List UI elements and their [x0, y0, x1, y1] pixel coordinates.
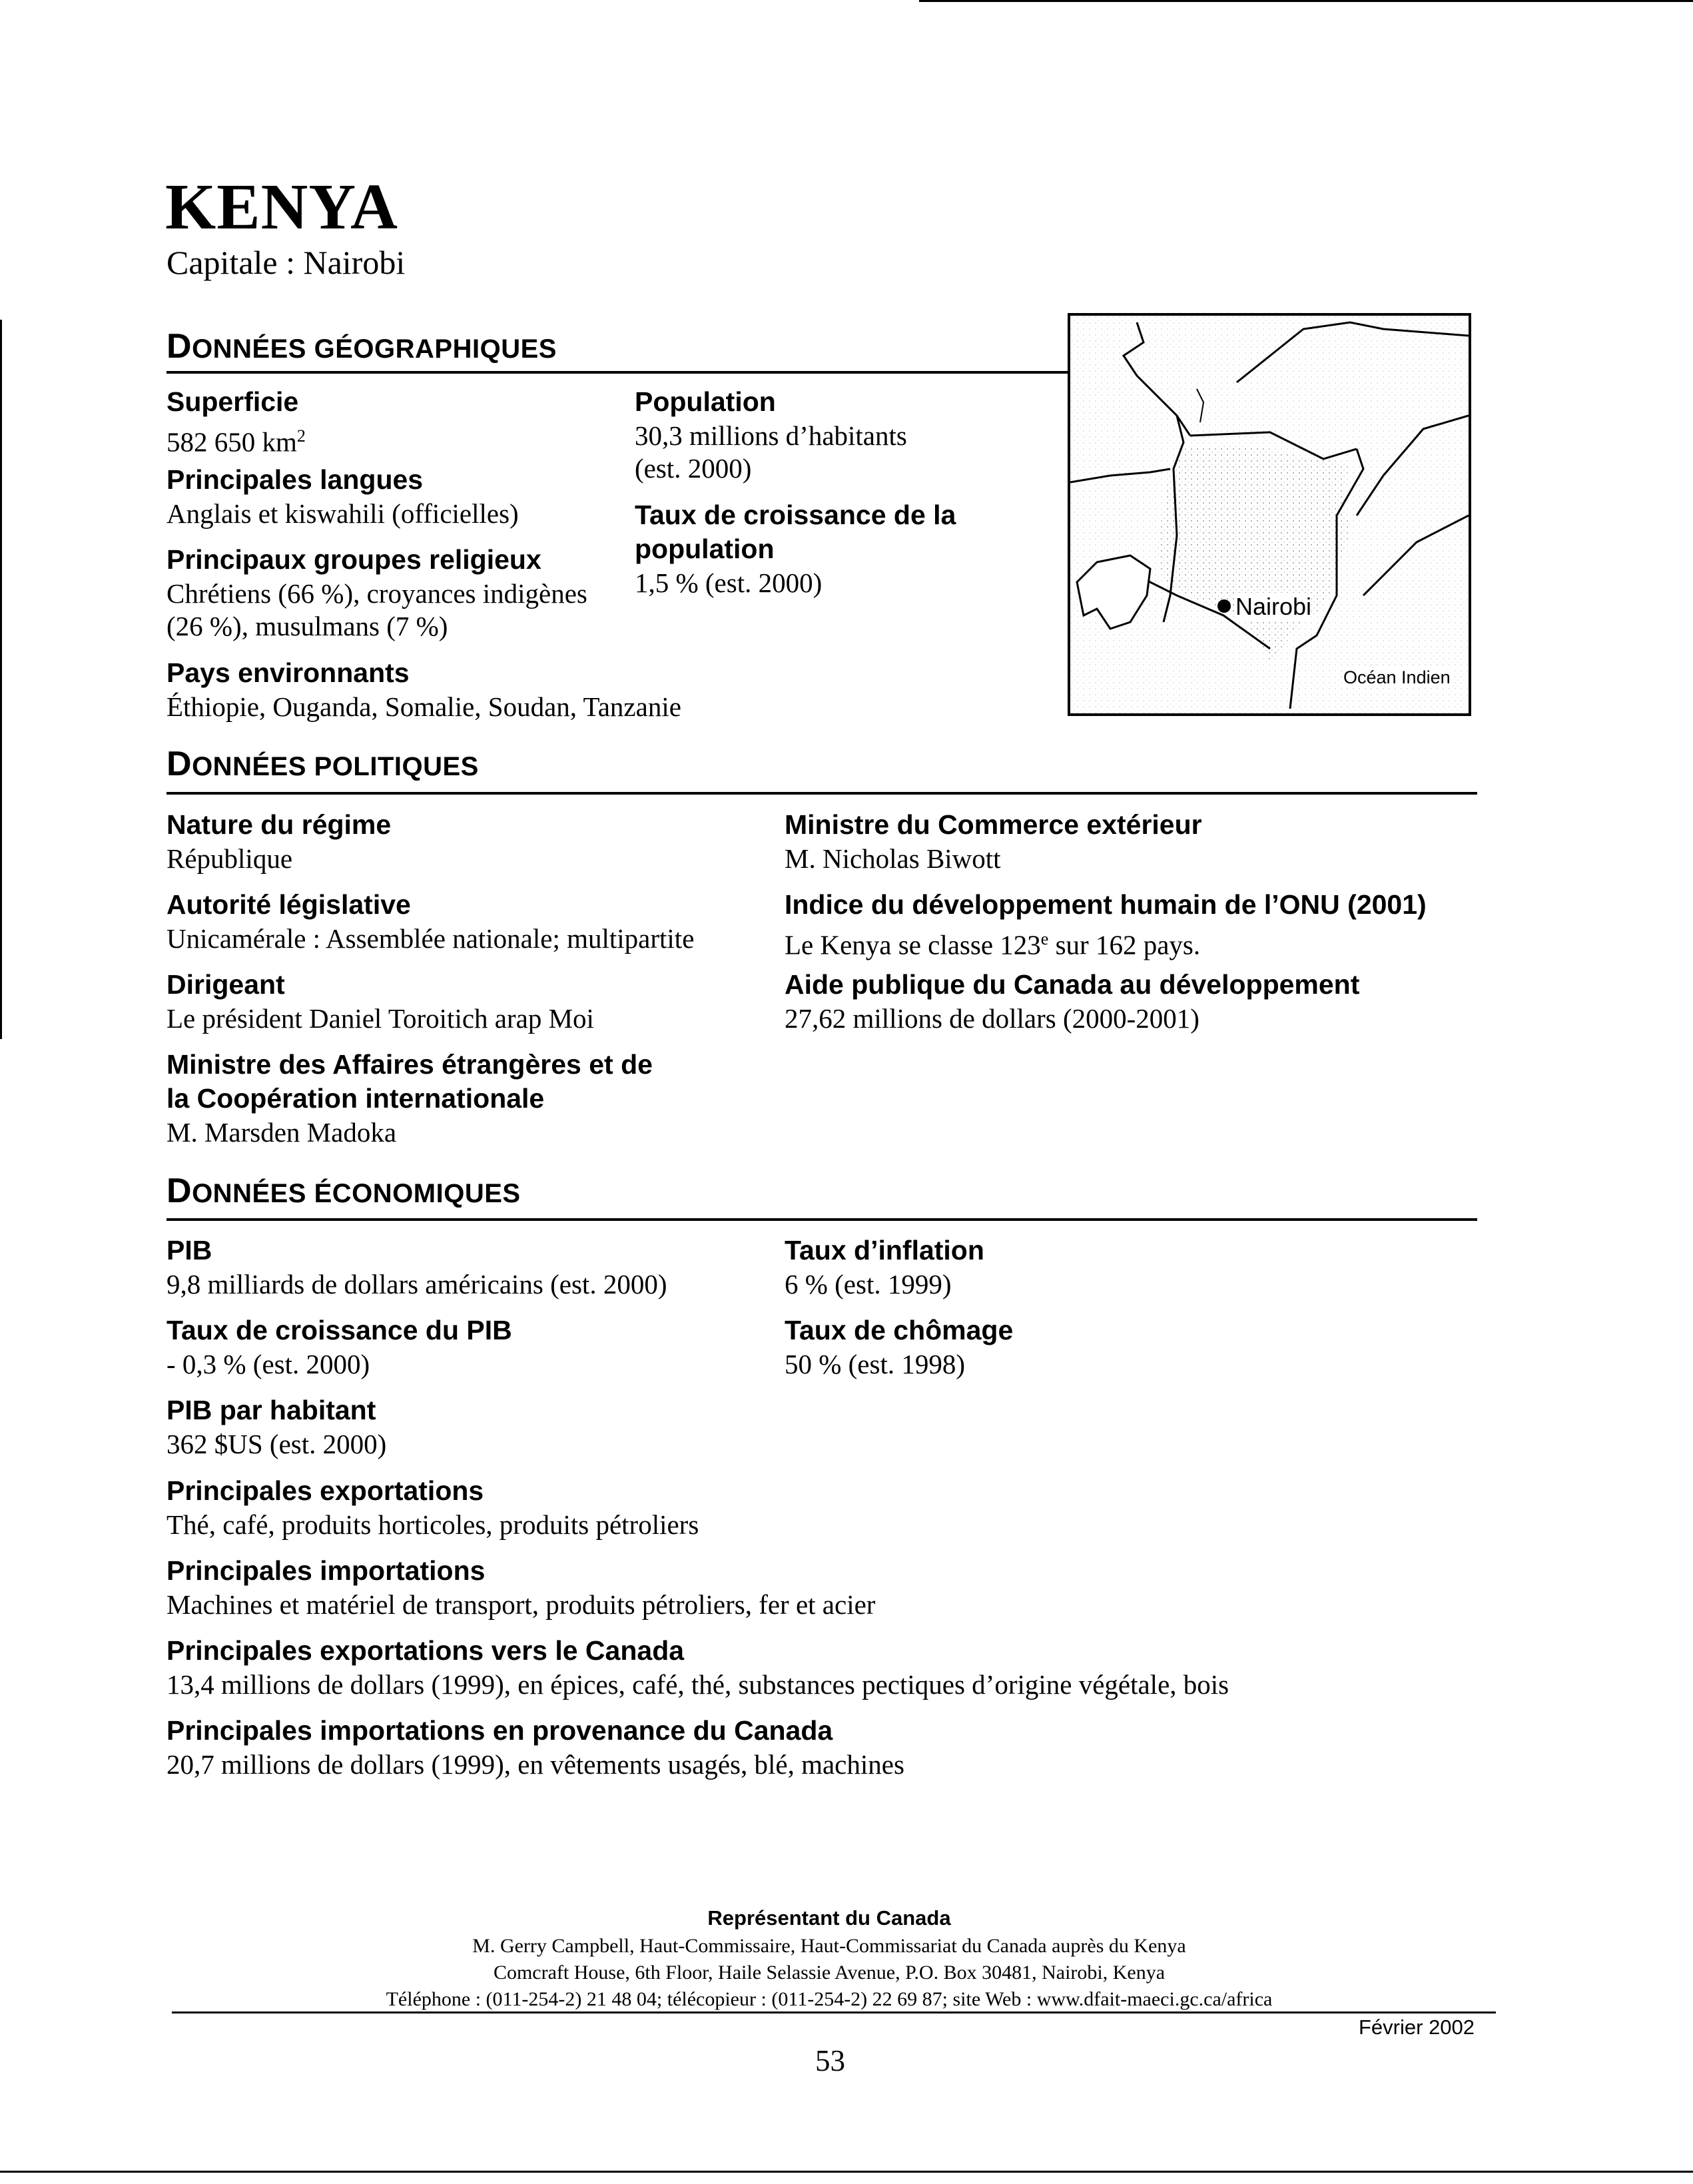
field-value: Chrétiens (66 %), croyances indigènes (26 %), musulmans (7 %) — [167, 578, 587, 641]
map-label-nairobi: Nairobi — [1235, 593, 1312, 620]
field-label: Taux de croissance de la population — [635, 500, 956, 564]
field-value: 1,5 % (est. 2000) — [635, 567, 823, 598]
field-value: 362 $US (est. 2000) — [167, 1429, 387, 1459]
field-label: Principaux groupes religieux — [167, 544, 541, 575]
field-label: Principales importations en provenance du Canada — [167, 1715, 833, 1746]
eco-pib — [167, 1234, 667, 1301]
field-label: Taux d’inflation — [785, 1235, 984, 1266]
eco-pib-habitant — [167, 1393, 386, 1461]
footer-title: Représentant du Canada — [707, 1906, 951, 1930]
eco-inflation — [785, 1234, 984, 1301]
footer-line-2: Comcraft House, 6th Floor, Haile Selassie Avenue, P.O. Box 30481, Nairobi, Kenya — [493, 1962, 1166, 1984]
heading-rest: ONNÉES ÉCONOMIQUES — [192, 1179, 521, 1208]
geo-croissance — [635, 498, 994, 599]
field-label: Nature du régime — [167, 809, 392, 840]
geo-pays — [167, 656, 681, 723]
top-edge-line — [919, 0, 1693, 2]
field-label: PIB — [167, 1235, 212, 1266]
kenya-map — [1068, 313, 1471, 716]
heading-rest: ONNÉES GÉOGRAPHIQUES — [192, 334, 557, 364]
field-value: 6 % (est. 1999) — [785, 1269, 952, 1299]
field-value: Thé, café, produits horticoles, produits pétroliers — [167, 1509, 699, 1540]
field-value: Le Kenya se classe 123e sur 162 pays. — [785, 929, 1201, 960]
footer-line-3: Téléphone : (011-254-2) 21 48 04; télécopieur : (011-254-2) 22 69 87; site Web : www.dfait-maeci.gc.ca/africa — [386, 1988, 1273, 2010]
footer-rule — [172, 2011, 1496, 2013]
eco-export-canada — [167, 1634, 1229, 1701]
geo-langues — [167, 463, 519, 530]
page-number: 53 — [815, 2044, 845, 2077]
field-label: Principales exportations vers le Canada — [167, 1635, 685, 1666]
map-label-ocean: Océan Indien — [1343, 667, 1451, 687]
field-value: Machines et matériel de transport, produits pétroliers, fer et acier — [167, 1589, 876, 1620]
field-label: Population — [635, 386, 776, 417]
eco-croissance-pib — [167, 1313, 512, 1381]
page-title: KENYA — [165, 171, 398, 243]
heading-initial: D — [167, 1172, 192, 1210]
field-label: Principales langues — [167, 464, 424, 495]
nairobi-marker — [1217, 599, 1231, 613]
field-value: 582 650 $km^2$ — [167, 426, 306, 458]
field-label: Taux de chômage — [785, 1315, 1014, 1345]
field-label: Ministre du Commerce extérieur — [785, 809, 1202, 840]
field-value: M. Marsden Madoka — [167, 1117, 397, 1148]
field-value: 50 % (est. 1998) — [785, 1349, 966, 1379]
left-edge-line — [0, 320, 2, 1039]
eco-chomage — [785, 1313, 1013, 1381]
geo-superficie — [167, 385, 306, 459]
field-label: Dirigeant — [167, 969, 285, 1000]
field-value: Éthiopie, Ouganda, Somalie, Soudan, Tanzanie — [167, 691, 681, 722]
bottom-edge-line — [0, 2171, 1693, 2173]
field-label: PIB par habitant — [167, 1395, 376, 1425]
geo-religion — [167, 543, 619, 643]
pol-commerce — [785, 808, 1202, 875]
field-label: Pays environnants — [167, 657, 410, 688]
heading-initial: D — [167, 745, 192, 783]
field-value: Unicamérale : Assemblée nationale; multipartite — [167, 923, 695, 954]
field-value: 27,62 millions de dollars (2000-2001) — [785, 1003, 1199, 1034]
heading-initial: D — [167, 327, 192, 366]
field-label: Principales importations — [167, 1555, 486, 1586]
pol-aide — [785, 968, 1359, 1035]
pol-idh — [785, 888, 1427, 962]
eco-exportations — [167, 1474, 699, 1541]
field-value: Le président Daniel Toroitich arap Moi — [167, 1003, 594, 1034]
field-value: 20,7 millions de dollars (1999), en vêtements usagés, blé, machines — [167, 1749, 904, 1780]
field-label: Taux de croissance du PIB — [167, 1315, 512, 1345]
capital-subtitle: Capitale : Nairobi — [167, 244, 406, 281]
section-heading-pol — [167, 744, 479, 784]
map-drawing — [1070, 316, 1469, 713]
field-label: Indice du développement humain de l’ONU (2001) — [785, 889, 1427, 920]
field-value: M. Nicholas Biwott — [785, 843, 1001, 874]
geo-population — [635, 385, 954, 485]
pol-legislative — [167, 888, 694, 955]
field-label: Aide publique du Canada au développement — [785, 969, 1360, 1000]
section-heading-geo — [167, 326, 557, 366]
eco-import-canada — [167, 1714, 904, 1781]
field-label: Autorité législative — [167, 889, 411, 920]
field-value: Anglais et kiswahili (officielles) — [167, 498, 519, 529]
field-value: 13,4 millions de dollars (1999), en épices, café, thé, substances pectiques d’origine végétale, bois — [167, 1669, 1229, 1700]
field-value: - 0,3 % (est. 2000) — [167, 1349, 370, 1379]
section-rule-eco — [167, 1218, 1477, 1221]
heading-rest: ONNÉES POLITIQUES — [192, 752, 479, 781]
section-rule-pol — [167, 792, 1477, 795]
field-label: Ministre des Affaires étrangères et de la Coopération internationale — [167, 1049, 653, 1114]
section-heading-eco — [167, 1171, 521, 1211]
footer-date: Février 2002 — [1359, 2015, 1475, 2039]
eco-importations — [167, 1554, 875, 1621]
pol-regime — [167, 808, 391, 875]
field-label: Superficie — [167, 386, 299, 417]
footer-line-1: M. Gerry Campbell, Haut-Commissaire, Haut-Commissariat du Canada auprès du Kenya — [472, 1935, 1186, 1957]
field-value: République — [167, 843, 293, 874]
pol-dirigeant — [167, 968, 594, 1035]
pol-affaires — [167, 1048, 659, 1149]
field-value: 9,8 milliards de dollars américains (est. 2000) — [167, 1269, 667, 1299]
section-rule-geo — [167, 371, 1068, 374]
field-value: 30,3 millions d’habitants (est. 2000) — [635, 420, 907, 484]
field-label: Principales exportations — [167, 1475, 484, 1506]
